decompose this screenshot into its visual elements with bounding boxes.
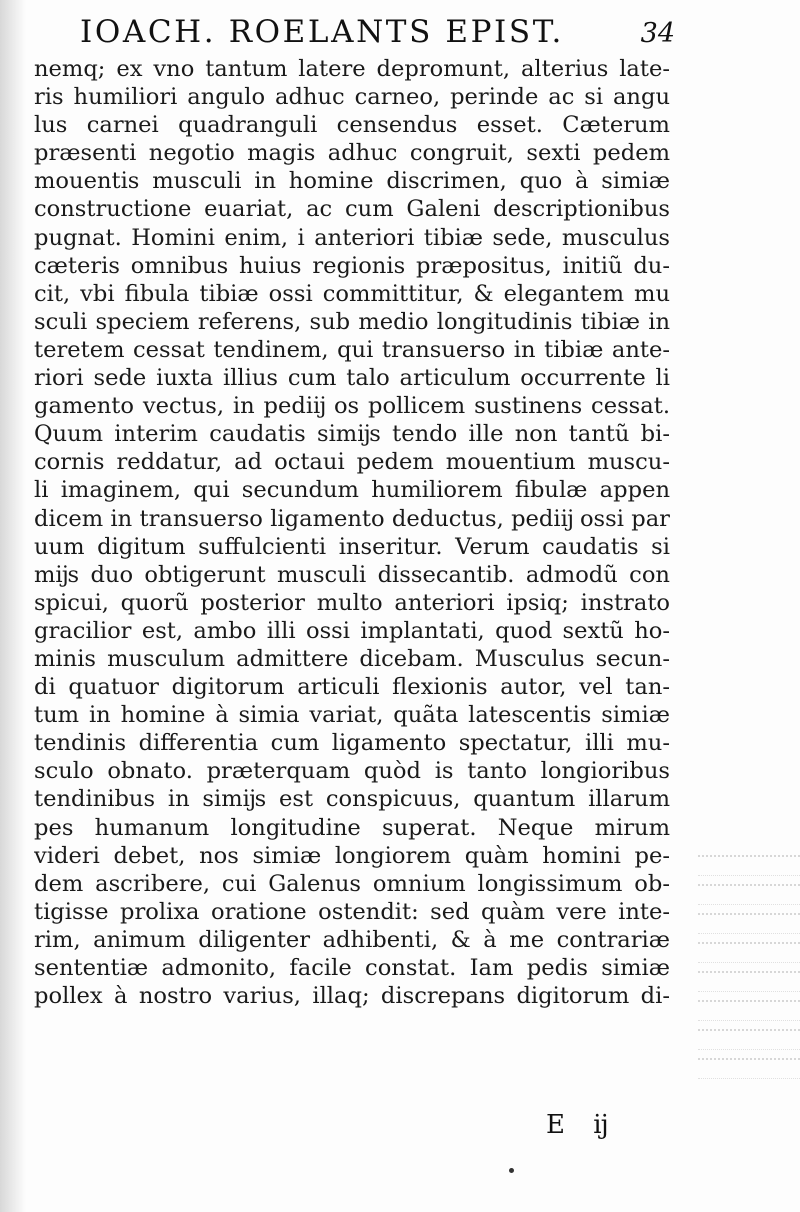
text-line: tigisse prolixa oratione ostendit: sed quàm vere inte- — [34, 898, 670, 925]
text-line: mĳs duo obtigerunt musculi dissecantib. admodũ con — [34, 561, 670, 588]
show-through-marginalia — [698, 855, 800, 1095]
text-line: pes humanum longitudine superat. Neque mirum — [34, 814, 670, 841]
ink-speck — [509, 1168, 514, 1173]
binding-shadow — [0, 0, 26, 1212]
text-line: pugnat. Homini enim, i anteriori tibiæ sede, musculus — [34, 224, 670, 251]
text-line: dem ascribere, cui Galenus omnium longissimum ob- — [34, 870, 670, 897]
text-line: sculo obnato. præterquam quòd is tanto longioribus — [34, 758, 670, 785]
text-line: Quum interim caudatis simĳs tendo ille non tantũ bi- — [34, 421, 670, 448]
text-line: tum in homine à simia variat, quãta latescentis simiæ — [34, 702, 670, 729]
text-line: tendinis differentia cum ligamento spectatur, illi mu- — [34, 730, 670, 757]
text-line: cæteris omnibus huius regionis præpositus, initiũ du- — [34, 252, 670, 279]
text-line: teretem cessat tendinem, qui transuerso in tibiæ ante- — [34, 336, 670, 363]
text-line: pollex à nostro varius, illaq; discrepans digitorum di- — [34, 983, 670, 1010]
text-line: gamento vectus, in pediĳ os pollicem sustinens cessat. — [34, 393, 670, 420]
text-line: riori sede iuxta illius cum talo articulum occurrente li — [34, 365, 670, 392]
text-line: minis musculum admittere dicebam. Musculus secun- — [34, 645, 670, 672]
text-line: tendinibus in simĳs est conspicuus, quantum illarum — [34, 786, 670, 813]
signature-mark: E ĳ — [546, 1110, 618, 1140]
text-line: gracilior est, ambo illi ossi implantati, quod sextũ ho- — [34, 617, 670, 644]
text-line: sententiæ admonito, facile constat. Iam pedis simiæ — [34, 955, 670, 981]
text-line: uum digitum suffulcienti inseritur. Verum caudatis si — [34, 533, 670, 560]
text-line: li imaginem, qui secundum humiliorem fibulæ appen — [34, 477, 670, 504]
page-header — [80, 14, 675, 58]
text-line: spicui, quorũ posterior multo anteriori ipsiq; instrato — [34, 589, 670, 616]
text-line: mouentis musculi in homine discrimen, quo à simiæ — [34, 168, 670, 195]
text-line: cit, vbi fibula tibiæ ossi committitur, & elegantem mu — [34, 280, 670, 307]
text-line: rim, animum diligenter adhibenti, & à me contrariæ — [34, 926, 670, 953]
running-head: IOACH. ROELANTS EPIST. — [80, 14, 564, 50]
text-line: di quatuor digitorum articuli flexionis autor, vel tan- — [34, 674, 670, 701]
page-number: 34 — [640, 18, 675, 49]
text-line: lus carnei quadranguli censendus esset. Cæterum — [34, 112, 670, 139]
text-line: cornis reddatur, ad octaui pedem mouentium muscu- — [34, 449, 670, 476]
text-line: videri debet, nos simiæ longiorem quàm homini pe- — [34, 842, 670, 869]
body-text — [34, 55, 670, 1010]
text-line: præsenti negotio magis adhuc congruit, sexti pedem — [34, 140, 670, 167]
text-line: nemq; ex vno tantum latere depromunt, alterius late- — [34, 56, 670, 82]
text-line: sculi speciem referens, sub medio longitudinis tibiæ in — [34, 308, 670, 335]
text-line: constructione euariat, ac cum Galeni descriptionibus — [34, 196, 670, 223]
text-line: ris humiliori angulo adhuc carneo, perinde ac si angu — [34, 84, 670, 111]
text-line: dicem in transuerso ligamento deductus, pediĳ ossi par — [34, 505, 670, 532]
